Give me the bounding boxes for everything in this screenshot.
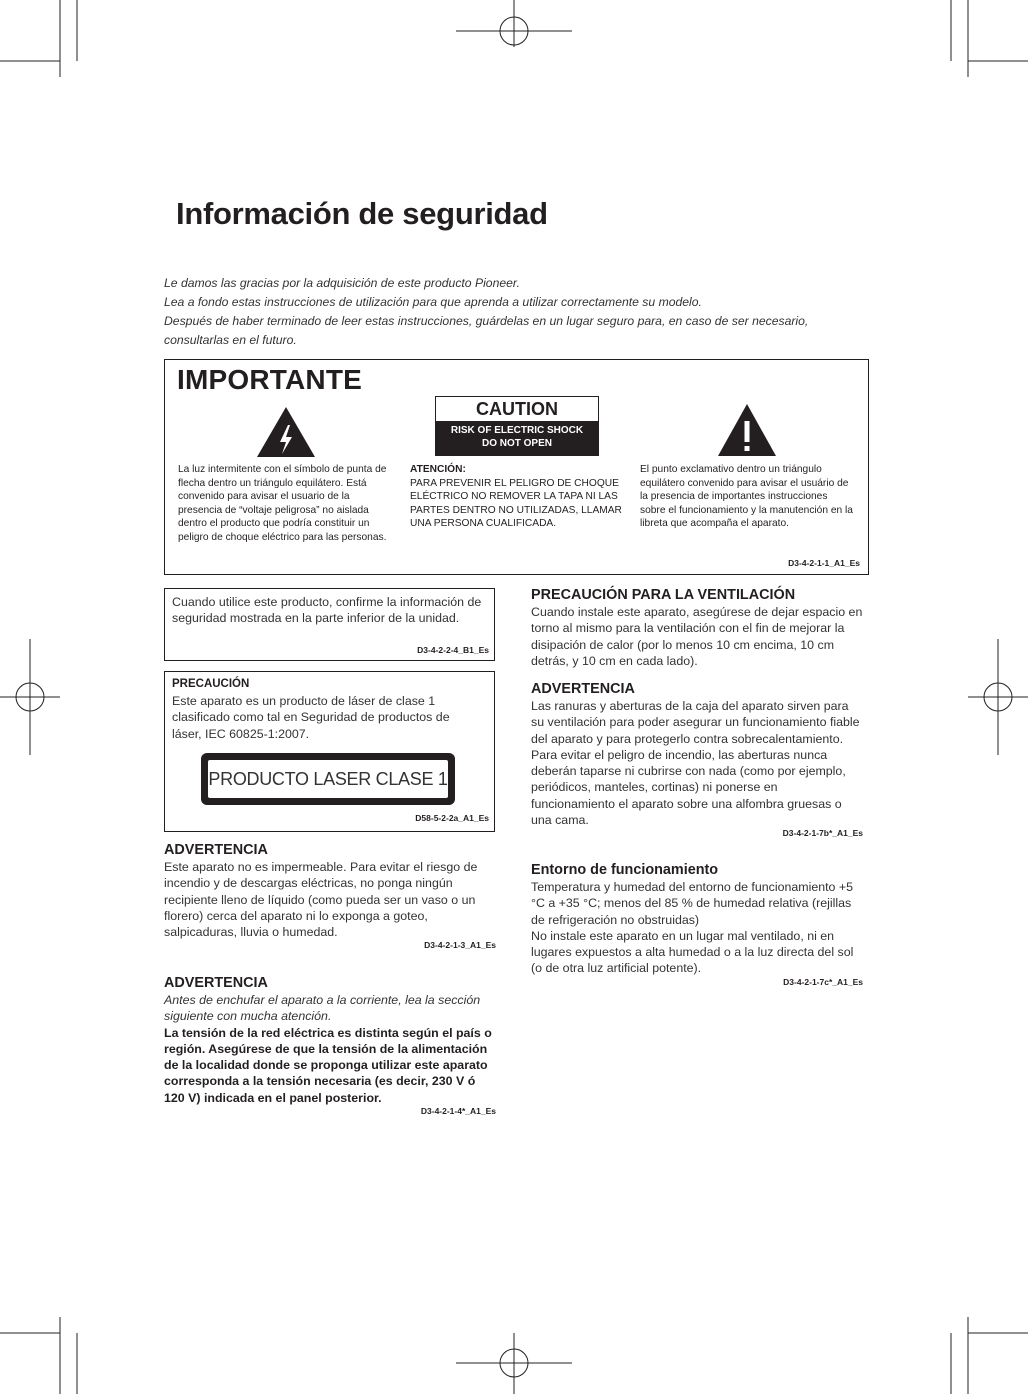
reference-code: D3-4-2-1-7b*_A1_Es (782, 828, 863, 839)
advertencia-voltage-section (164, 974, 496, 1116)
caution-warning (436, 421, 598, 455)
operating-environment-section (531, 861, 863, 987)
section-text: Este aparato no es impermeable. Para evitar el riesgo de incendio y de descargas eléctricas, no ponga ningún recipiente lleno de líquido (como pueda ser un vaso o un florero) cerca del aparato ni lo exponga a goteo, salpicaduras, lluvia o humedad. (164, 860, 478, 940)
importante-box (164, 359, 869, 575)
section-text: Temperatura y humedad del entorno de funcionamiento +5 °C a +35 °C; menos del 85 % de humedad relativa (rejillas de refrigeración no obstruidas) (531, 880, 854, 927)
caution-label (435, 396, 599, 456)
page-title: Información de seguridad (176, 196, 548, 231)
exclamation-description: El punto exclamativo dentro un triángulo equilátero convenido para avisar el usuário de la presencia de importantes instrucciones sobre el funcionamiento y la manutención en la libreta que acompaña el aparato. (640, 464, 853, 529)
importante-title: IMPORTANTE (177, 364, 363, 395)
section-heading: ADVERTENCIA (531, 681, 635, 697)
lightning-warning-icon (255, 405, 317, 459)
reference-code: D3-4-2-1-3_A1_Es (424, 940, 496, 951)
intro-line: Le damos las gracias por la adquisición de este producto Pioneer. (164, 276, 520, 290)
caution-title: CAUTION (476, 399, 558, 419)
reference-code: D58-5-2-2a_A1_Es (415, 813, 489, 823)
atencion-heading: ATENCIÓN: (410, 464, 466, 475)
atencion-text: PARA PREVENIR EL PELIGRO DE CHOQUE ELÉCTRICO NO REMOVER LA TAPA NI LAS PARTES DENTRO NO UTILIZADAS, LLAMAR UNA PERSONA CUALIFICADA. (410, 477, 622, 529)
reference-code: D3-4-2-1-1_A1_Es (788, 558, 860, 568)
caution-line: RISK OF ELECTRIC SHOCK (450, 425, 584, 436)
section-heading: ADVERTENCIA (164, 842, 268, 858)
section-text: Las ranuras y aberturas de la caja del aparato sirven para su ventilación para poder asegurar un funcionamiento fiable del aparato y para protegerlo contra sobrecalentamiento. Para evitar el peligro de incendio, las aberturas nunca deberán taparse ni cubrirse con nada (como por ejemplo, periódicos, manteles, cortinas) ni ponerse en funcionamiento el aparato sobre una alfombra gruesas o una cama. (531, 699, 860, 828)
reference-code: D3-4-2-1-4*_A1_Es (420, 1106, 496, 1117)
intro-text (164, 274, 864, 350)
reference-code: D3-4-2-2-4_B1_Es (417, 645, 489, 655)
exclamation-warning-icon (716, 402, 778, 458)
ventilation-section (531, 586, 863, 669)
section-text: Cuando instale este aparato, asegúrese de dejar espacio en torno al mismo para la ventilación con el fin de mejorar la disipación de calor (por lo menos 10 cm encima, 10 cm detrás, y 10 cm en cada lado). (531, 605, 863, 668)
atencion-block (410, 463, 626, 531)
laser-label-text: PRODUCTO LASER CLASE 1 (208, 760, 448, 798)
section-heading: PRECAUCIÓN PARA LA VENTILACIÓN (531, 587, 796, 603)
section-italic-text: Antes de enchufar el aparato a la corriente, lea la sección siguiente con mucha atención. (164, 993, 481, 1024)
reference-code: D3-4-2-1-7c*_A1_Es (783, 976, 863, 987)
advertencia-ventilation-section (531, 680, 863, 838)
section-heading: Entorno de funcionamiento (531, 862, 719, 878)
intro-line: Lea a fondo estas instrucciones de utilización para que aprenda a utilizar correctamente su modelo. (164, 295, 702, 309)
lightning-description: La luz intermitente con el símbolo de punta de flecha dentro un triángulo equilátero. Está convenido para avisar el usuario de la presencia de “voltaje peligrosa” no aislada dentro el producto que podría constituir un peligro de choque eléctrico para las personas. (178, 464, 387, 543)
intro-line: Después de haber terminado de leer estas instrucciones, guárdelas en un lugar seguro para, en caso de ser necesario, consultarlas en el futuro. (164, 314, 809, 347)
precaution-heading: PRECAUCIÓN (172, 678, 250, 690)
confirm-info-box (164, 588, 495, 661)
section-bold-text: La tensión de la red eléctrica es distinta según el país o región. Asegúrese de que la tensión de la alimentación de la localidad donde se proponga utilizar este aparato corresponda a la tensión necesaria (es decir, 230 V ó 120 V) indicada en el panel posterior. (164, 1025, 492, 1105)
laser-precaution-box (164, 671, 495, 832)
laser-class-label (201, 753, 455, 805)
caution-line: DO NOT OPEN (481, 437, 552, 449)
section-heading: ADVERTENCIA (164, 975, 268, 991)
section-text: No instale este aparato en un lugar mal ventilado, ni en lugares expuestos a alta humedad o a la luz directa del sol (o de otra luz artificial potente). (531, 928, 854, 976)
laser-text: Este aparato es un producto de láser de clase 1 clasificado como tal en Seguridad de productos de láser, IEC 60825-1:2007. (172, 694, 450, 741)
advertencia-water-section (164, 841, 496, 950)
confirm-info-text: Cuando utilice este producto, confirme la información de seguridad mostrada en la parte inferior de la unidad. (172, 595, 482, 626)
